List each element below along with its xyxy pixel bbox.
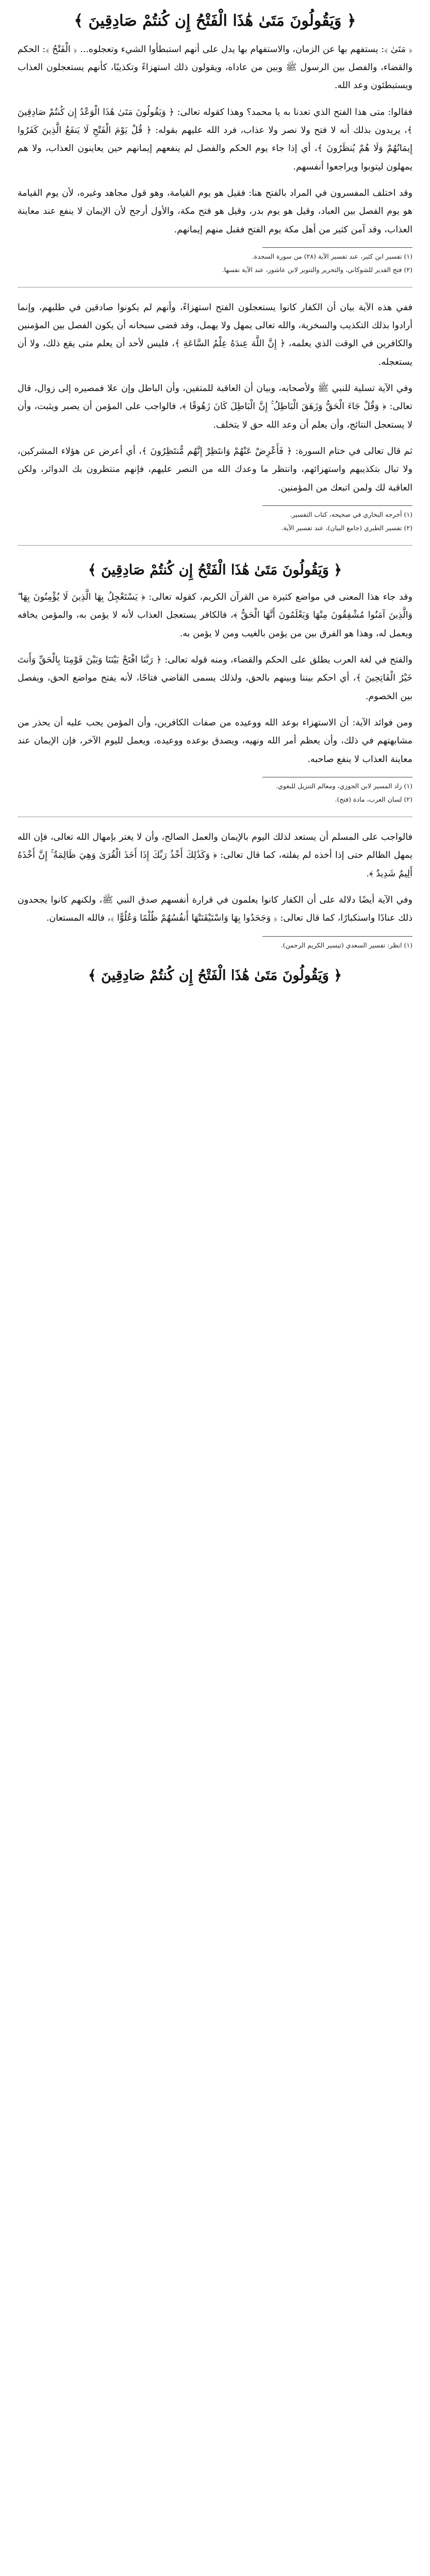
- body-paragraph: وقد اختلف المفسرون في المراد بالفتح هنا: فقيل هو يوم القيامة، وهو قول مجاهد وغيره، لأن يوم القيامة هو يوم الفصل بين العباد، وقيل هو يوم بدر، وقيل هو فتح مكة، والأول أرجح لأن الإيمان لا ينفع عند معاينة العذاب، وقد آمن كثير من أهل مكة يوم الفتح فقبل منهم إيمانهم.: [18, 188, 412, 235]
- body-paragraph: ثم قال تعالى في ختام السورة: ﴿ فَأَعْرِضْ عَنْهُمْ وَانتَظِرْ إِنَّهُم مُّنتَظِرُونَ ﴾، أي أعرض عن هؤلاء المشركين، ولا تبال بتكذيبهم واستهزائهم، وانتظر ما وعدك الله من النصر عليهم، فإنهم منتظرون بك الدوائر، ولكن العاقبة لك ولمن اتبعك من المؤمنين.: [18, 446, 412, 493]
- ayah-heading: ﴿ وَيَقُولُونَ مَتَىٰ هَٰذَا الْفَتْحُ إِن كُنتُمْ صَادِقِينَ ﴾: [88, 967, 342, 984]
- footnote: (٢) لسان العرب، مادة (فتح).: [335, 795, 412, 804]
- footnote: (١) تفسير ابن كثير، عند تفسير الآية (٢٨) من سورة السجدة.: [252, 252, 412, 260]
- footnote-divider: [262, 247, 412, 248]
- footnotes: [18, 940, 412, 951]
- section-page-4: [18, 828, 412, 987]
- footnotes: [18, 251, 412, 276]
- body-paragraph: وقد جاء هذا المعنى في مواضع كثيرة من القرآن الكريم، كقوله تعالى: ﴿ يَسْتَعْجِلُ بِهَا الَّذِينَ لَا يُؤْمِنُونَ بِهَا ۖ وَالَّذِينَ آمَنُوا مُشْفِقُونَ مِنْهَا وَيَعْلَمُونَ أَنَّهَا الْحَقُّ ﴾، فالكافر يستعجل العذاب لأنه لا يؤمن به، والمؤمن يخافه ويعمل له، وهذا هو الفرق بين من يؤمن بالغيب ومن لا يؤمن به.: [18, 592, 412, 639]
- footnote-divider: [262, 936, 412, 937]
- footnote-divider: [262, 505, 412, 506]
- footnotes: [18, 509, 412, 534]
- ayah-heading: ﴿ وَيَقُولُونَ مَتَىٰ هَٰذَا الْفَتْحُ إِن كُنتُمْ صَادِقِينَ ﴾: [88, 562, 342, 578]
- body-paragraph: فقالوا: متى هذا الفتح الذي تعدنا به يا محمد؟ وهذا كقوله تعالى: ﴿ وَيَقُولُونَ مَتَىٰ هَٰذَا الْوَعْدُ إِن كُنتُمْ صَادِقِينَ ﴾، يريدون بذلك أنه لا فتح ولا نصر ولا عذاب، فرد الله عليهم بقوله: ﴿ قُلْ يَوْمَ الْفَتْحِ لَا يَنفَعُ الَّذِينَ كَفَرُوا إِيمَانُهُمْ وَلَا هُمْ يُنظَرُونَ ﴾، أي إذا جاء يوم الحكم والفصل لم ينفعهم إيمانهم حين يعاينون العذاب، ولا هم يمهلون ليتوبوا ويراجعوا أنفسهم.: [18, 107, 412, 172]
- body-paragraph: ففي هذه الآية بيان أن الكفار كانوا يستعجلون الفتح استهزاءً، وأنهم لم يكونوا صادقين في طلبهم، وإنما أرادوا بذلك التكذيب والسخرية، والله تعالى يمهل ولا يهمل، وقد قضى سبحانه أن يكون الفصل بين المؤمنين والكافرين في الوقت الذي يعلمه، ﴿ إِنَّ اللَّهَ عِندَهُ عِلْمُ السَّاعَةِ ﴾، فليس لأحد أن يعلم متى يقع ذلك، ولا أن يستعجله.: [18, 302, 412, 367]
- section-page-3: [18, 559, 412, 805]
- section-page-2: [18, 299, 412, 534]
- body-paragraph: ومن فوائد الآية: أن الاستهزاء بوعد الله ووعيده من صفات الكافرين، وأن المؤمن يجب عليه أن يحذر من مشابهتهم في ذلك، وأن يعظم أمر الله ونهيه، ويصدق بوعده ووعيده، ويعمل لليوم الآخر، فإن الإيمان عند معاينة العذاب لا ينفع صاحبه.: [18, 718, 412, 765]
- footnote: (٢) تفسير الطبري (جامع البيان)، عند تفسير الآية.: [281, 524, 412, 532]
- footnote: (٢) فتح القدير للشوكاني، والتحرير والتنوير لابن عاشور، عند الآية نفسها.: [222, 265, 412, 274]
- body-paragraph: فالواجب على المسلم أن يستعد لذلك اليوم بالإيمان والعمل الصالح، وأن لا يغتر بإمهال الله تعالى، فإن الله يمهل الظالم حتى إذا أخذه لم يفلته، كما قال تعالى: ﴿ وَكَذَٰلِكَ أَخْذُ رَبِّكَ إِذَا أَخَذَ الْقُرَىٰ وَهِيَ ظَالِمَةٌ ۚ إِنَّ أَخْذَهُ أَلِيمٌ شَدِيدٌ ﴾.: [18, 832, 412, 879]
- section-page-1: [18, 9, 412, 276]
- heading-ayah: ﴿ وَيَقُولُونَ مَتَىٰ هَٰذَا الْفَتْحُ إِن كُنتُمْ صَادِقِينَ ﴾: [74, 12, 356, 30]
- page-divider: [18, 545, 412, 546]
- footnote: (١) انظر: تفسير السعدي (تيسير الكريم الرحمن).: [280, 941, 412, 949]
- footnotes: [18, 781, 412, 805]
- footnote: (١) زاد المسير لابن الجوزي، ومعالم التنزيل للبغوي.: [276, 782, 412, 790]
- body-paragraph: والفتح في لغة العرب يطلق على الحكم والقضاء، ومنه قوله تعالى: ﴿ رَبَّنَا افْتَحْ بَيْنَنَا وَبَيْنَ قَوْمِنَا بِالْحَقِّ وَأَنتَ خَيْرُ الْفَاتِحِينَ ﴾، أي احكم بيننا وبينهم بالحق، ولذلك يسمى القاضي فتاحًا، لأنه يفتح مواضع الحق، ويفصل بين الخصوم.: [18, 655, 412, 702]
- body-paragraph: وفي الآية أيضًا دلالة على أن الكفار كانوا يعلمون في قرارة أنفسهم صدق النبي ﷺ، ولكنهم كانوا يجحدون ذلك عنادًا واستكبارًا، كما قال تعالى: ﴿ وَجَحَدُوا بِهَا وَاسْتَيْقَنَتْهَا أَنفُسُهُمْ ظُلْمًا وَعُلُوًّا ﴾، فالله المستعان.: [18, 894, 412, 924]
- footnote: (١) أخرجه البخاري في صحيحه، كتاب التفسير.: [290, 511, 412, 519]
- body-paragraph: وفي الآية تسلية للنبي ﷺ ولأصحابه، وبيان أن العاقبة للمتقين، وأن الباطل وإن علا فمصيره إلى زوال، قال تعالى: ﴿ وَقُلْ جَاءَ الْحَقُّ وَزَهَقَ الْبَاطِلُ ۚ إِنَّ الْبَاطِلَ كَانَ زَهُوقًا ﴾، فالواجب على المؤمن أن يصبر ويثبت، وأن لا يستعجل النتائج، وأن يعلم أن وعد الله حق لا يتخلف.: [18, 383, 412, 430]
- body-paragraph: ﴿ مَتَىٰ ﴾: يستفهم بها عن الزمان، والاستفهام بها يدل على أنهم استبطأوا الشيء وتعجلوه... ﴿ الْفَتْحُ ﴾: الحكم والقضاء، والفصل بين الرسول ﷺ وبين من عاداه، ويقولون ذلك استهزاءً وتكذيبًا، كأنهم يستعجلون العذاب ويستبطئون وعد الله.: [18, 44, 412, 91]
